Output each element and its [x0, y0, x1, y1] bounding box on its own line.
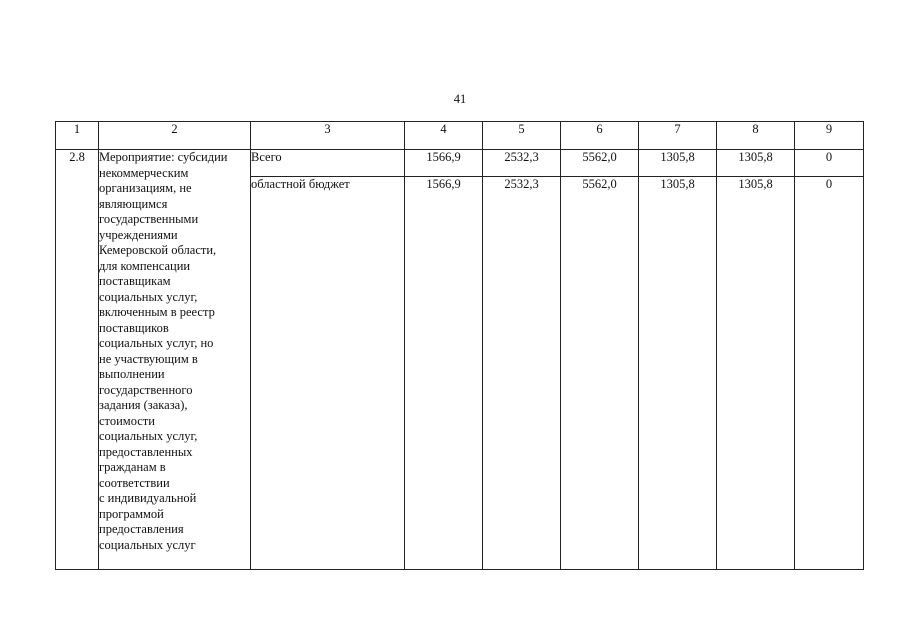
description-line: соответствии [99, 475, 170, 490]
header-cell: 5 [483, 122, 561, 150]
description-line: организациям, не [99, 181, 192, 195]
value-cell: 5562,0 [561, 150, 639, 177]
description-line: Кемеровской области, [99, 243, 217, 257]
header-cell: 7 [639, 122, 717, 150]
description-line: с индивидуальной [99, 491, 197, 505]
description-line: предоставления [99, 522, 184, 536]
description-line: гражданам в [99, 460, 166, 474]
description-line: социальных услуг [99, 537, 196, 552]
header-cell: 1 [56, 122, 99, 150]
description-line: задания (заказа), [99, 398, 188, 412]
description-line: социальных услуг, [99, 289, 198, 304]
value-cell: 1305,8 [639, 150, 717, 177]
description-line: стоимости [99, 413, 155, 428]
value-cell: 1305,8 [639, 177, 717, 570]
description-cell [99, 150, 251, 570]
value-cell: 1305,8 [717, 177, 795, 570]
description-line: Мероприятие: субсидии [99, 150, 228, 164]
funding-source-cell: областной бюджет [251, 177, 405, 570]
header-cell: 3 [251, 122, 405, 150]
value-cell: 5562,0 [561, 177, 639, 570]
value-cell: 2532,3 [483, 150, 561, 177]
description-line: некоммерческим [99, 165, 189, 180]
header-cell: 6 [561, 122, 639, 150]
value-cell: 0 [795, 177, 864, 570]
description-line: предоставленных [99, 444, 193, 459]
description-line: для компенсации [99, 258, 191, 273]
header-cell: 2 [99, 122, 251, 150]
description-line: государственного [99, 382, 193, 397]
value-cell: 0 [795, 150, 864, 177]
header-cell: 4 [405, 122, 483, 150]
funding-source-cell: Всего [251, 150, 405, 177]
header-cell: 8 [717, 122, 795, 150]
description-line: государственными [99, 212, 199, 226]
table-header-row [56, 122, 864, 150]
table-row [56, 150, 864, 177]
header-cell: 9 [795, 122, 864, 150]
item-code-cell: 2.8 [56, 150, 99, 570]
description-line: поставщиков [99, 320, 169, 335]
description-line: являющимся [99, 196, 168, 211]
description-line: включенным в реестр [99, 305, 215, 319]
description-line: поставщикам [99, 274, 171, 288]
value-cell: 1305,8 [717, 150, 795, 177]
value-cell: 2532,3 [483, 177, 561, 570]
value-cell: 1566,9 [405, 150, 483, 177]
description-line: не участвующим в [99, 351, 198, 366]
description-line: программой [99, 506, 164, 521]
description-line: учреждениями [99, 227, 178, 242]
page-number: 41 [453, 92, 467, 106]
description-line: выполнении [99, 367, 165, 381]
funding-table [55, 121, 864, 570]
description-line: социальных услуг, [99, 429, 198, 443]
value-cell: 1566,9 [405, 177, 483, 570]
description-line: социальных услуг, но [99, 336, 214, 350]
